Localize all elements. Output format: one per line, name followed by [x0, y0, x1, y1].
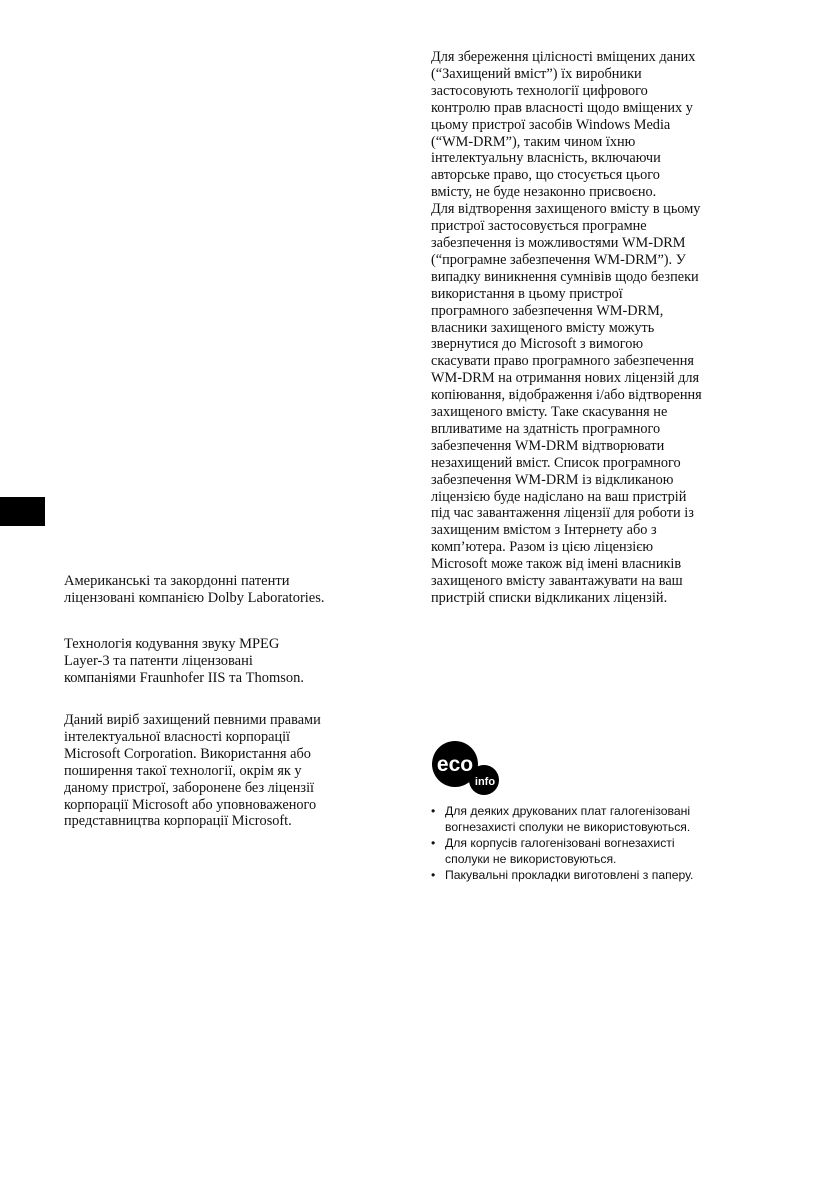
list-item [431, 803, 791, 835]
list-item [431, 835, 791, 867]
eco-logo-word: eco [436, 753, 474, 776]
bullet-icon: • [431, 836, 436, 850]
dolby-paragraph: Американські та закордонні патенти ліцензовані компанією Dolby Laboratories. [64, 573, 325, 606]
bullet-icon: • [431, 868, 436, 882]
bullet-icon: • [431, 804, 436, 818]
page-edge-tab [0, 497, 45, 526]
eco-bullet-text: Для деяких друкованих плат галогенізовані вогнезахисті сполуки не використовуються. [445, 804, 691, 834]
eco-bullet-text: Для корпусів галогенізовані вогнезахисті сполуки не використовуються. [445, 836, 675, 866]
microsoft-paragraph: Даний виріб захищений певними правами інтелектуальної власності корпорації Microsoft Corporation. Використання або поширення такої технології, окрім як у даному пристрої, заборонене без ліцензії корпорації Microsoft або уповноваженого представництва корпорації Microsoft. [64, 712, 321, 830]
eco-logo-subword: info [474, 776, 496, 788]
eco-bullet-text: Пакувальні прокладки виготовлені з паперу. [445, 868, 694, 882]
list-item [431, 867, 791, 883]
drm-paragraph: Для збереження цілісності вміщених даних (“Захищений вміст”) їх виробники застосовують технології цифрового контролю прав власності щодо вміщених у цьому пристрої засобів Windows Media (“WM-DRM”), таким чином їхню інтелектуальну власність, включаючи авторське право, що стосується цього вмісту, не буде незаконно присвоєно. Для відтворення захищеного вмісту в цьому пристрої застосовується програмне забезпечення із можливостями WM-DRM (“програмне забезпечення WM-DRM”). У випадку виникнення сумнівів щодо безпеки використання в цьому пристрої програмного забезпечення WM-DRM, власники захищеного вмісту можуть звернутися до Microsoft з вимогою скасувати право програмного забезпечення WM-DRM на отримання нових ліцензій для копіювання, відображення і/або відтворення захищеного вмісту. Таке скасування не впливатиме на здатність програмного забезпечення WM-DRM відтворювати незахищений вміст. Список програмного забезпечення WM-DRM із відкликаною ліцензією буде надіслано на ваш пристрій під час завантаження ліцензії для роботи із захищеним вмістом з Інтернету або з комп’ютера. Разом із цією ліцензією Microsoft може також від імені власників захищеного вмісту завантажувати на ваш пристрій списки відкликаних ліцензій. [431, 49, 702, 606]
eco-info-logo [432, 738, 500, 796]
eco-info-list [431, 803, 791, 883]
mpeg-paragraph: Технологія кодування звуку MPEG Layer-3 та патенти ліцензовані компаніями Fraunhofer IIS та Thomson. [64, 636, 305, 686]
